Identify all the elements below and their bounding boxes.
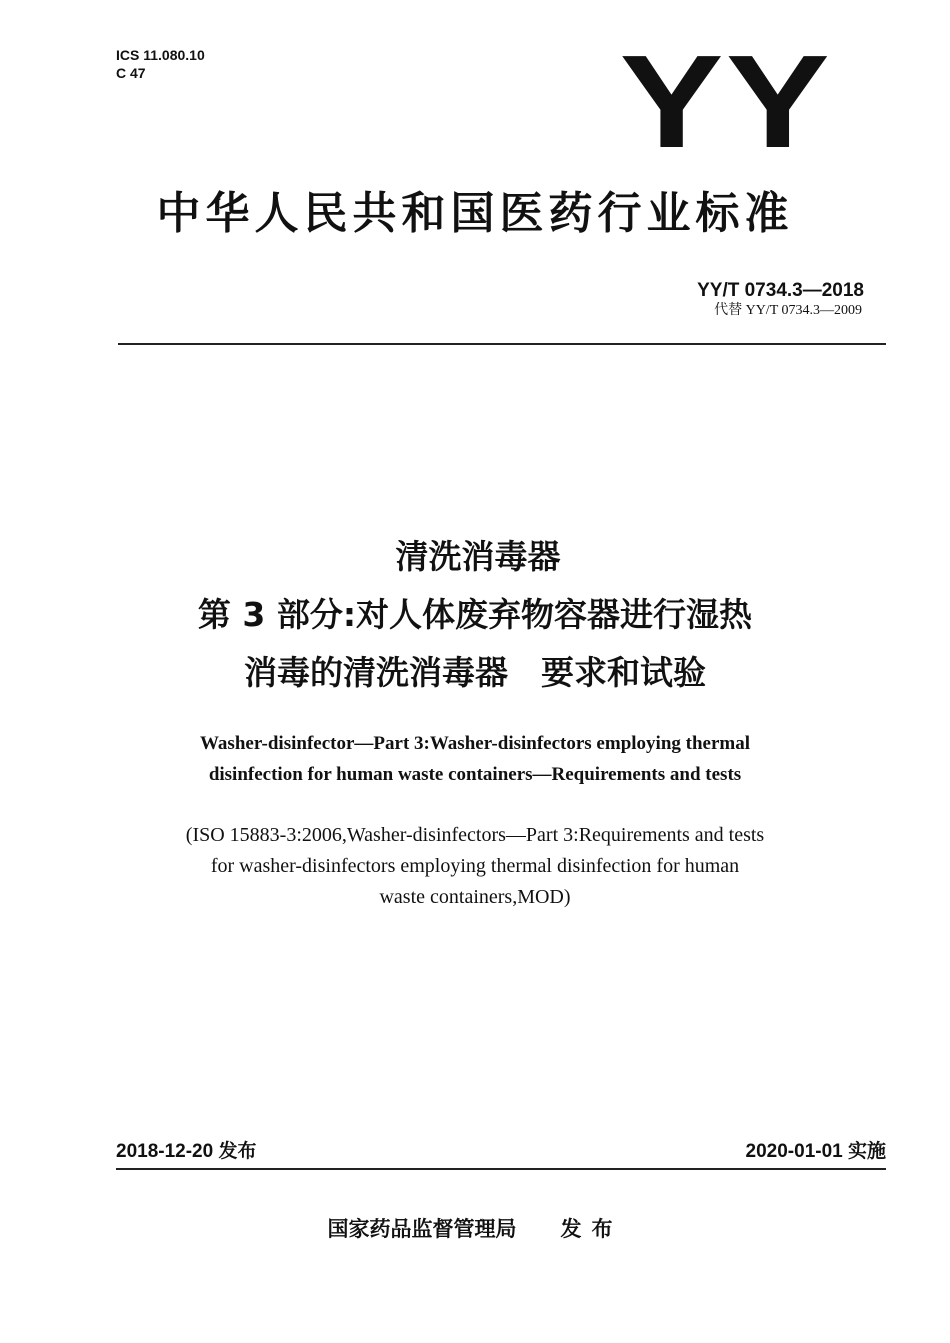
implementation-date: 2020-01-01 实施 bbox=[745, 1141, 886, 1162]
issue-date: 2018-12-20 发布 bbox=[116, 1141, 257, 1162]
standard-number: YY/T 0734.3—2018 bbox=[697, 280, 864, 301]
chinese-title-line: 第 3 部分:对人体废弃物容器进行湿热 bbox=[197, 595, 753, 634]
ics-code: ICS 11.080.10 bbox=[116, 47, 205, 63]
english-title-line: disinfection for human waste containers—Requirements and tests bbox=[208, 764, 742, 785]
classification-codes bbox=[116, 46, 205, 82]
chinese-title bbox=[0, 528, 950, 702]
iso-reference-line: for washer-disinfectors employing thermal disinfection for human bbox=[210, 855, 740, 877]
chinese-title-line: 清洗消毒器 bbox=[395, 537, 561, 576]
iso-reference bbox=[0, 820, 950, 913]
standard-category-title: 中华人民共和国医药行业标准 bbox=[156, 188, 794, 239]
chinese-title-line: 消毒的清洗消毒器 要求和试验 bbox=[244, 653, 706, 692]
iso-reference-line: waste containers,MOD) bbox=[379, 886, 571, 908]
english-title bbox=[0, 728, 950, 790]
ccs-code: C 47 bbox=[116, 65, 146, 81]
replaced-standard: 代替 YY/T 0734.3—2009 bbox=[714, 303, 862, 318]
publisher bbox=[0, 1214, 950, 1244]
iso-reference-line: (ISO 15883-3:2006,Washer-disinfectors—Part 3:Requirements and tests bbox=[185, 824, 765, 846]
header-divider bbox=[118, 343, 886, 345]
footer-divider bbox=[116, 1168, 886, 1170]
english-title-line: Washer-disinfector—Part 3:Washer-disinfectors employing thermal bbox=[199, 733, 751, 754]
yy-logo: YY bbox=[619, 28, 832, 175]
publisher-name: 国家药品监督管理局 bbox=[327, 1217, 517, 1241]
publisher-action: 发布 bbox=[560, 1217, 623, 1241]
